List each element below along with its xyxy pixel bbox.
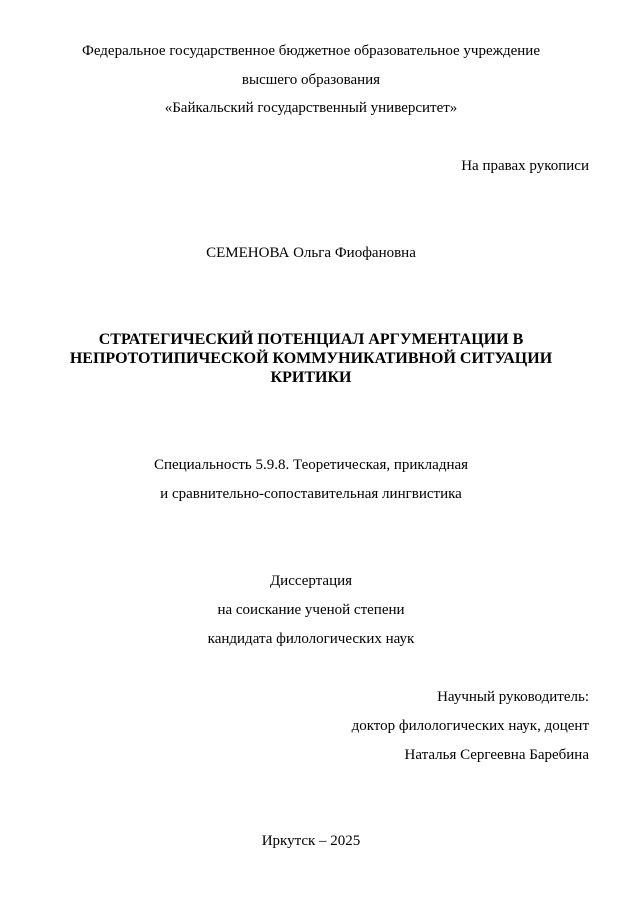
institution-line-2: высшего образования <box>241 72 381 88</box>
specialty-line-2: и сравнительно-сопоставительная лингвистика <box>160 486 462 502</box>
specialty-line-1: Специальность 5.9.8. Теоретическая, прикладная <box>153 457 469 473</box>
institution-line-1: Федеральное государственное бюджетное образовательное учреждение <box>81 43 540 59</box>
place-year: Иркутск – 2025 <box>261 833 361 849</box>
institution-line-3: «Байкальский государственный университет» <box>164 100 458 116</box>
degree-line-3: кандидата филологических наук <box>207 631 415 647</box>
degree-line-1: Диссертация <box>269 573 353 589</box>
dissertation-title-line-3: КРИТИКИ <box>270 369 352 386</box>
supervisor-name: Наталья Сергеевна Баребина <box>404 747 589 763</box>
dissertation-title-line-1: СТРАТЕГИЧЕСКИЙ ПОТЕНЦИАЛ АРГУМЕНТАЦИИ В <box>98 331 524 348</box>
author-name: СЕМЕНОВА Ольга Фиофановна <box>206 245 416 261</box>
supervisor-credentials: доктор филологических наук, доцент <box>351 718 589 734</box>
supervisor-label: Научный руководитель: <box>437 689 589 705</box>
degree-line-2: на соискание ученой степени <box>217 602 405 618</box>
manuscript-note: На правах рукописи <box>461 158 589 174</box>
dissertation-title-line-2: НЕПРОТОТИПИЧЕСКОЙ КОММУНИКАТИВНОЙ СИТУАЦИИ <box>69 350 553 367</box>
